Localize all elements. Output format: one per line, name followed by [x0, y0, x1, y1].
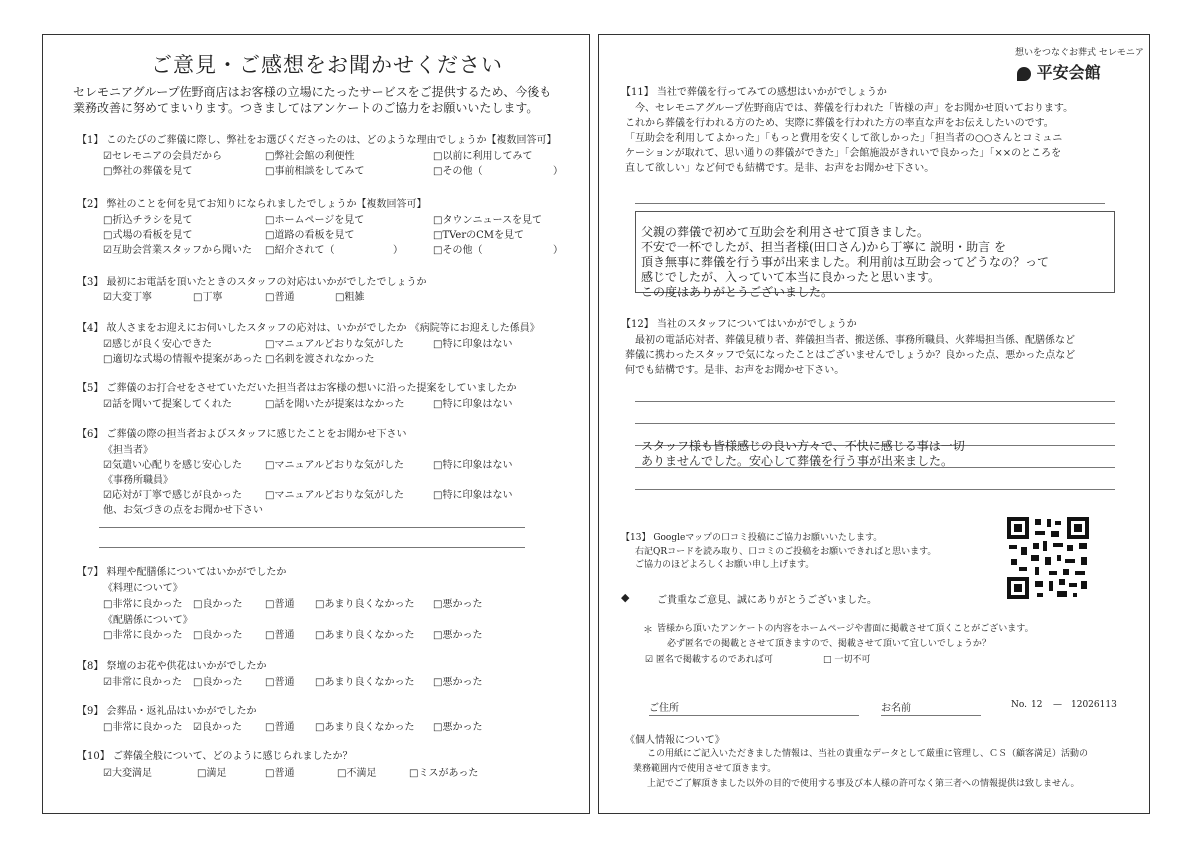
- q5-option[interactable]: □話を聞いたが提案はなかった: [265, 399, 405, 410]
- q5-option[interactable]: ☑話を聞いて提案してくれた: [103, 399, 232, 410]
- serial-no-value: 12: [1031, 700, 1043, 710]
- q13-question: 【13】 Googleマップの口コミ投稿にご協力お願いいたします。: [621, 533, 883, 543]
- q7-option[interactable]: □あまり良くなかった: [315, 630, 415, 641]
- q12-body: 最初の電話応対者、葬儀見積り者、葬儀担当者、搬送係、事務所職員、火葬場担当係、配膳係など: [635, 335, 1075, 346]
- q1-paren: ）: [553, 166, 563, 177]
- q10-option[interactable]: □不満足: [337, 768, 377, 779]
- serial-no-label: No.: [1011, 700, 1027, 710]
- q13-body: ご協力のほどよろしくお願い申し上げます。: [635, 560, 815, 570]
- name-label: お名前: [881, 703, 911, 714]
- q12-answer-line[interactable]: [635, 423, 1115, 424]
- q7-question: 【7】 料理や配膳係についてはいかがでしたか: [77, 567, 287, 578]
- q11-answer-text: この度はありがとうございました。: [641, 285, 834, 299]
- q4-option[interactable]: □名刺を渡されなかった: [265, 354, 375, 365]
- q7-option[interactable]: □普通: [265, 599, 295, 610]
- q6-sub-tantousha: 《担当者》: [103, 445, 153, 456]
- logo-mark-icon: [1017, 67, 1031, 81]
- logo: [1017, 60, 1101, 83]
- q6-option[interactable]: □マニュアルどおりな気がした: [265, 490, 405, 501]
- q11-body: 「互助会を利用してよかった」「もっと費用を安くして欲しかった」「担当者の○○さんとコミュニ: [625, 133, 1063, 144]
- q11-answer-text: 不安で一杯でしたが、担当者様(田口さん)から丁寧に 説明・助言 を: [641, 240, 1006, 254]
- q6-option[interactable]: ☑気遣い心配りを感じ安心した: [103, 460, 242, 471]
- q9-option[interactable]: □あまり良くなかった: [315, 722, 415, 733]
- q11-answer-text: 頂き無事に葬儀を行う事が出来ました。利用前は互助会ってどうなの？って: [641, 255, 1050, 269]
- serial-code: 12026113: [1071, 700, 1117, 710]
- q4-option[interactable]: □特に印象はない: [433, 339, 513, 350]
- q10-question: 【10】 ご葬儀全般について、どのように感じられましたか？: [77, 751, 353, 762]
- q12-body: 何でも結構です。是非、お声をお聞かせ下さい。: [625, 365, 845, 376]
- intro-line-2: 業務改善に努めてまいります。つきましてはアンケートのご協力をお願いいたします。: [73, 101, 539, 115]
- left-page: [42, 34, 590, 814]
- q2-option[interactable]: □道路の看板を見て: [265, 230, 355, 241]
- q6-option[interactable]: □特に印象はない: [433, 460, 513, 471]
- address-field[interactable]: [649, 715, 859, 716]
- q7-option[interactable]: □普通: [265, 630, 295, 641]
- q6-option[interactable]: □特に印象はない: [433, 490, 513, 501]
- q4-option[interactable]: □適切な式場の情報や提案があった: [103, 354, 263, 365]
- q7-option[interactable]: □良かった: [193, 630, 243, 641]
- q1-option[interactable]: □事前相談をしてみて: [265, 166, 365, 177]
- q12-question: 【12】 当社のスタッフについてはいかがでしょうか: [621, 319, 857, 330]
- privacy-line: この用紙にご記入いただきました情報は、当社の貴重なデータとして厳重に管理し、ＣＳ（顧客満足）活動の: [647, 749, 1089, 759]
- q11-answer-line: [635, 203, 1105, 204]
- q11-body: これから葬儀を行われる方のため、実際に葬儀を行われた方の率直な声をお伝えしたいのです。: [625, 118, 1054, 129]
- q8-question: 【8】 祭壇のお花や供花はいかがでしたか: [77, 661, 267, 672]
- q6-other-prompt: 他、お気づきの点をお聞かせ下さい: [103, 505, 263, 516]
- q10-option[interactable]: □普通: [265, 768, 295, 779]
- serial-dash: —: [1053, 700, 1062, 710]
- qr-code-icon[interactable]: [1005, 515, 1091, 601]
- q3-option[interactable]: □丁寧: [193, 292, 223, 303]
- q12-answer-text: スタッフ様も皆様感じの良い方々で、不快に感じる事は一切: [641, 439, 965, 453]
- publish-line-2: 必ず匿名での掲載とさせて頂きますので、掲載させて頂いて宜しいでしょうか？: [667, 639, 991, 649]
- q9-option[interactable]: ☑良かった: [193, 722, 242, 733]
- q10-option[interactable]: □ミスがあった: [409, 768, 479, 779]
- q3-option[interactable]: □普通: [265, 292, 295, 303]
- q4-option[interactable]: ☑感じが良く安心できた: [103, 339, 212, 350]
- q8-option[interactable]: □悪かった: [433, 677, 483, 688]
- q11-answer-text: 父親の葬儀で初めて互助会を利用させて頂きました。: [641, 225, 930, 239]
- q8-option[interactable]: □良かった: [193, 677, 243, 688]
- q2-option[interactable]: □TVerのCMを見て: [433, 230, 525, 241]
- q7-sub-haizen: 《配膳係について》: [103, 615, 193, 626]
- q1-option[interactable]: □以前に利用してみて: [433, 151, 533, 162]
- q7-option[interactable]: □非常に良かった: [103, 630, 183, 641]
- q2-option[interactable]: ☑互助会営業スタッフから聞いた: [103, 245, 252, 256]
- q2-paren: ）: [553, 245, 563, 256]
- diamond-bullet-icon: ◆: [621, 591, 630, 604]
- q7-option[interactable]: □あまり良くなかった: [315, 599, 415, 610]
- q8-option[interactable]: □普通: [265, 677, 295, 688]
- q4-option[interactable]: □マニュアルどおりな気がした: [265, 339, 405, 350]
- q3-option[interactable]: ☑大変丁寧: [103, 292, 152, 303]
- q1-option[interactable]: □弊社の葬儀を見て: [103, 166, 193, 177]
- right-page: [598, 34, 1150, 814]
- q5-question: 【5】 ご葬儀のお打合せをさせていただいた担当者はお客様の想いに沿った提案をしていましたか: [77, 383, 517, 394]
- q12-answer-text: ありませんでした。安心して葬儀を行う事が出来ました。: [641, 454, 954, 468]
- q4-question: 【4】 故人さまをお迎えにお伺いしたスタッフの応対は、いかがでしたか 《病院等にお迎えした係員》: [77, 323, 540, 334]
- q7-option[interactable]: □良かった: [193, 599, 243, 610]
- q6-answer-line[interactable]: [99, 547, 525, 548]
- q7-option[interactable]: □悪かった: [433, 630, 483, 641]
- asterisk-icon: ＊: [643, 625, 653, 636]
- publish-line-1: 皆様から頂いたアンケートの内容をホームページや書面に掲載させて頂くことがございます。: [657, 624, 1034, 634]
- q1-question: 【1】 このたびのご葬儀に際し、弊社をお選びくださったのは、どのような理由でしょうか【複数回答可】: [77, 135, 557, 146]
- q2-option[interactable]: □紹介されて（: [265, 245, 335, 256]
- intro-line-1: セレモニアグループ佐野商店はお客様の立場にたったサービスをご提供するため、今後も: [73, 85, 552, 99]
- q12-answer-line[interactable]: [635, 401, 1115, 402]
- q6-option[interactable]: ☑応対が丁寧で感じが良かった: [103, 490, 242, 501]
- q1-option[interactable]: □その他（: [433, 166, 483, 177]
- name-field[interactable]: [881, 715, 981, 716]
- q7-option[interactable]: □悪かった: [433, 599, 483, 610]
- q11-question: 【11】 当社で葬儀を行ってみての感想はいかがでしょうか: [621, 87, 887, 98]
- q10-option[interactable]: □満足: [197, 768, 227, 779]
- q9-option[interactable]: □普通: [265, 722, 295, 733]
- address-label: ご住所: [649, 703, 679, 714]
- q8-option[interactable]: ☑非常に良かった: [103, 677, 182, 688]
- q9-question: 【9】 会葬品・返礼品はいかがでしたか: [77, 706, 257, 717]
- q11-body: 直して欲しい」など何でも結構です。是非、お声をお聞かせ下さい。: [625, 163, 935, 174]
- q12-body: 葬儀に携わったスタッフで気になったことはございませんでしょうか？良かった点、悪かった点など: [625, 350, 1076, 361]
- q2-option[interactable]: □その他（: [433, 245, 483, 256]
- q6-sub-jimusho: 《事務所職員》: [103, 475, 173, 486]
- q10-option[interactable]: ☑大変満足: [103, 768, 152, 779]
- privacy-title: 《個人情報について》: [625, 735, 725, 746]
- q12-answer-line[interactable]: [635, 489, 1115, 490]
- publish-option-anonymous[interactable]: ☑ 匿名で掲載するのであれば可: [645, 655, 773, 665]
- q7-sub-ryouri: 《料理について》: [103, 583, 183, 594]
- q11-body: 今、セレモニアグループ佐野商店では、葬儀を行われた「皆様の声」をお聞かせ頂いております。: [635, 103, 1074, 114]
- q5-option[interactable]: □特に印象はない: [433, 399, 513, 410]
- q2-option[interactable]: □式場の看板を見て: [103, 230, 193, 241]
- q13-body: 右記QRコードを読み取り、口コミのご投稿をお願いできればと思います。: [635, 547, 937, 557]
- publish-option-refuse[interactable]: □ 一切不可: [823, 655, 871, 665]
- q7-option[interactable]: □非常に良かった: [103, 599, 183, 610]
- q2-question: 【2】 弊社のことを何を見てお知りになられましたでしょうか【複数回答可】: [77, 199, 427, 210]
- logo-name: 平安会館: [1036, 63, 1101, 82]
- thanks-message: ご貴重なご意見、誠にありがとうございました。: [657, 595, 877, 606]
- logo-tagline: 想いをつなぐお葬式 セレモニア: [1015, 48, 1144, 58]
- q6-option[interactable]: □マニュアルどおりな気がした: [265, 460, 405, 471]
- q1-option[interactable]: ☑セレモニアの会員だから: [103, 151, 222, 162]
- q2-option[interactable]: □折込チラシを見て: [103, 215, 193, 226]
- q2-option[interactable]: □ホームページを見て: [265, 215, 365, 226]
- q6-question: 【6】 ご葬儀の際の担当者およびスタッフに感じたことをお聞かせ下さい: [77, 429, 407, 440]
- q3-question: 【3】 最初にお電話を頂いたときのスタッフの対応はいかがでしたでしょうか: [77, 277, 427, 288]
- q9-option[interactable]: □悪かった: [433, 722, 483, 733]
- q2-option[interactable]: □タウンニュースを見て: [433, 215, 542, 226]
- q11-answer-text: 感じでしたが、入っていて本当に良かったと思います。: [641, 270, 941, 284]
- survey-title: ご意見・ご感想をお聞かせください: [151, 53, 503, 77]
- q6-answer-line[interactable]: [99, 527, 525, 528]
- q11-body: ケーションが取れて、思い通りの葬儀ができた」「会館施設がきれいで良かった」「××のところを: [625, 148, 1062, 159]
- q9-option[interactable]: □非常に良かった: [103, 722, 183, 733]
- q1-option[interactable]: □弊社会館の利便性: [265, 151, 355, 162]
- privacy-line: 上記でご了解頂きました以外の目的で使用する事及び本人様の許可なく第三者への情報提供は致しません。: [647, 779, 1080, 789]
- q2-paren: ）: [393, 245, 403, 256]
- q3-option[interactable]: □粗雑: [335, 292, 365, 303]
- q8-option[interactable]: □あまり良くなかった: [315, 677, 415, 688]
- privacy-line: 業務範囲内で使用させて頂きます。: [633, 764, 777, 774]
